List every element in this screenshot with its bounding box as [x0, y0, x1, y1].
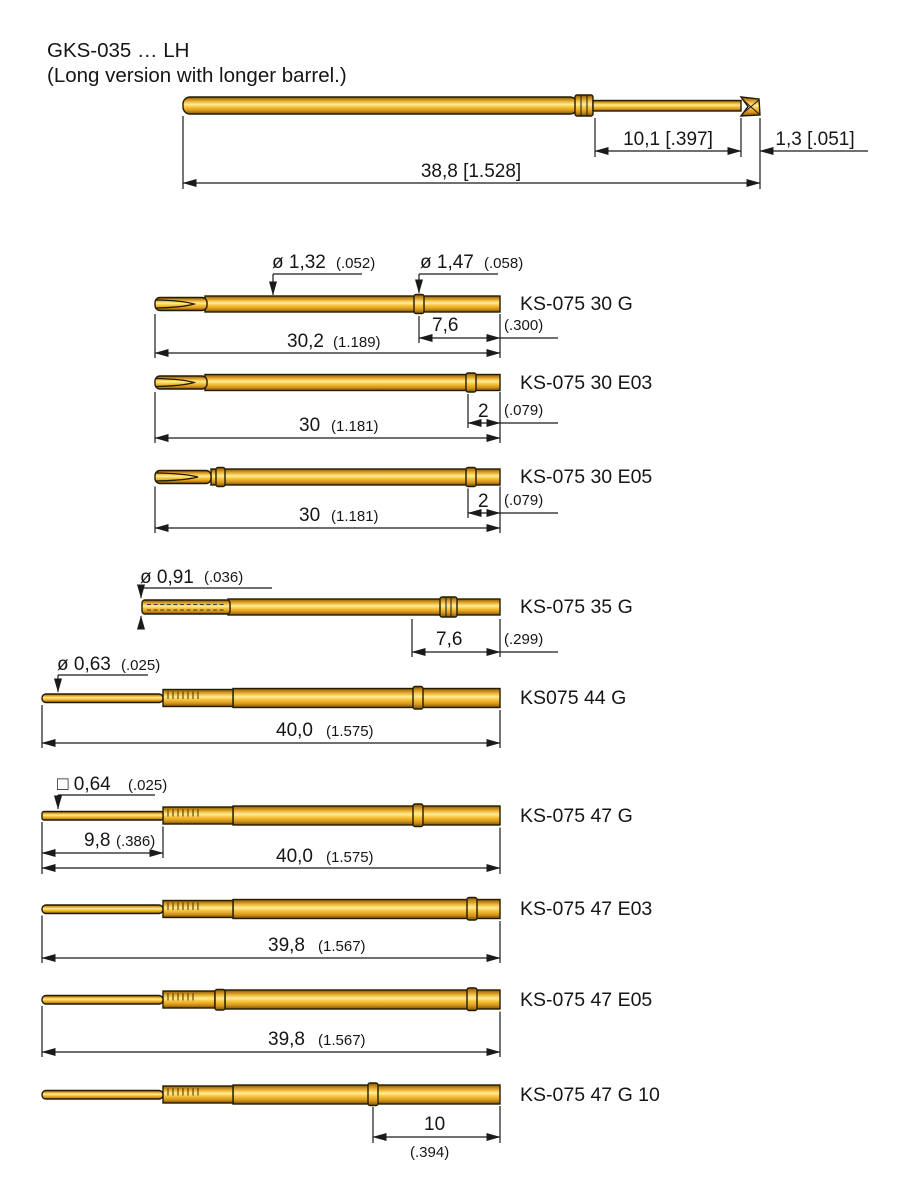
probe-barrel [233, 900, 500, 919]
dim-text-overall-inch: (1.575) [326, 723, 374, 740]
probe-row-ks-075-30-e05 [155, 466, 652, 533]
crimp-ring [467, 898, 477, 921]
probe-label: KS075 44 G [520, 687, 627, 709]
crimp-ring [466, 373, 476, 392]
probe-label: KS-075 47 E05 [520, 989, 653, 1011]
dim-text-tip-length-inch: (.386) [116, 833, 156, 850]
probe-barrel [233, 689, 500, 708]
knurl-ticks [168, 903, 198, 911]
extension-lines [42, 705, 500, 748]
probe-barrel [205, 375, 500, 391]
probe-barrel [233, 806, 500, 825]
callout-dia-tip-inch: (.036) [204, 569, 244, 586]
dim-text-groove-inch: (.079) [504, 402, 544, 419]
probe-plunger [593, 101, 741, 112]
dim-text-tip-length: 7,6 [432, 315, 459, 336]
dim-text-plunger: 10,1 [.397] [623, 129, 713, 150]
dim-text-groove: 2 [478, 491, 489, 512]
probe-tip-wire [42, 1091, 163, 1100]
dim-text-overall: 38,8 [1.528] [420, 161, 522, 182]
dim-text-overall-inch: (1.181) [331, 418, 379, 435]
probe-tip-wire [42, 812, 163, 821]
crimp-ring [413, 687, 423, 710]
callout-dia-ring: ø 1,47 [420, 252, 474, 273]
knurl-ticks [168, 809, 198, 817]
probe-label: KS-075 47 G 10 [520, 1084, 660, 1106]
probe-label: KS-075 47 E03 [520, 898, 653, 920]
crimp-ring [413, 804, 423, 827]
dim-text-overall: 30 [299, 505, 321, 526]
probe-barrel [211, 469, 500, 485]
dim-text-tip-length: 9,8 [84, 830, 111, 851]
probe-barrel [228, 599, 500, 615]
dim-text-overall-inch: (1.181) [331, 508, 379, 525]
page-subtitle: (Long version with longer barrel.) [47, 64, 347, 87]
probe-row-ks075-44-g [42, 654, 626, 748]
knurl-ticks [168, 692, 198, 700]
dim-text-groove: 2 [478, 401, 489, 422]
probe-barrel [183, 97, 577, 114]
probe-row-ks-075-47-g-10 [42, 1083, 660, 1161]
dim-text-overall: 40,0 [276, 720, 313, 741]
dim-text-tip-length-inch: (.299) [504, 631, 544, 648]
dim-text-grip: 10 [424, 1114, 446, 1135]
extension-lines [155, 392, 500, 443]
dim-text-overall-inch: (1.189) [333, 334, 381, 351]
crimp-ring [467, 988, 477, 1011]
dim-text-overall-inch: (1.567) [318, 938, 366, 955]
extension-lines [42, 822, 500, 874]
extension-lines [155, 487, 500, 534]
callout-square-tip: □ 0,64 [57, 774, 111, 795]
probe-row-ks-075-47-g [42, 774, 633, 874]
dim-text-tip: 1,3 [.051] [775, 129, 855, 150]
callout-dia-barrel: ø 1,32 [272, 252, 326, 273]
probe-barrel [205, 296, 500, 312]
callout-dia-tip: ø 0,63 [57, 654, 111, 675]
dim-text-overall-inch: (1.575) [326, 849, 374, 866]
probe-label: KS-075 30 E03 [520, 372, 653, 394]
dim-text-tip-length-inch: (.300) [504, 317, 544, 334]
probe-label: KS-075 30 G [520, 293, 633, 315]
crimp-collar [575, 95, 593, 116]
crimp-ring-front [215, 990, 225, 1011]
probe-tip [155, 298, 207, 311]
probe-tip-wire [42, 905, 163, 914]
dim-text-overall: 39,8 [268, 935, 305, 956]
page-title: GKS-035 … LH [47, 39, 190, 62]
callout-dia-ring-inch: (.058) [484, 255, 524, 272]
callout-dia-tip: ø 0,91 [140, 567, 194, 588]
probe-tip [155, 471, 211, 484]
crimp-ring [414, 295, 424, 314]
probe-row-ks-075-30-g [155, 252, 633, 358]
probe-label: KS-075 35 G [520, 596, 633, 618]
crimp-ring [440, 597, 457, 617]
dim-text-grip-inch: (.394) [410, 1144, 450, 1161]
dim-text-overall: 30,2 [287, 331, 324, 352]
probe-row-ks-075-47-e03 [42, 898, 652, 964]
knurl-section [163, 991, 215, 1008]
gks-035-lh-drawing [183, 95, 868, 189]
probe-row-ks-075-35-g [140, 567, 633, 657]
probe-row-ks-075-30-e03 [155, 372, 652, 443]
callout-dia-barrel-inch: (.052) [336, 255, 376, 272]
probe-tip-wire [42, 694, 163, 703]
callout-square-tip-inch: (.025) [128, 777, 168, 794]
probe-label: KS-075 47 G [520, 805, 633, 827]
dim-text-tip-length: 7,6 [436, 629, 463, 650]
probe-barrel [225, 990, 500, 1009]
dim-text-overall: 40,0 [276, 846, 313, 867]
dim-text-overall: 39,8 [268, 1029, 305, 1050]
probe-row-ks-075-47-e05 [42, 988, 652, 1057]
crimp-ring [368, 1083, 378, 1106]
crimp-ring [466, 468, 476, 487]
dim-text-overall-inch: (1.567) [318, 1032, 366, 1049]
probe-label: KS-075 30 E05 [520, 466, 653, 488]
dim-text-groove-inch: (.079) [504, 492, 544, 509]
crimp-ring-front [216, 468, 225, 487]
probe-barrel [233, 1085, 500, 1104]
callout-dia-tip-inch: (.025) [121, 657, 161, 674]
probe-receptacle-tip [142, 600, 230, 614]
knurl-ticks [168, 1088, 198, 1096]
probe-tip-wire [42, 996, 163, 1005]
dim-text-overall: 30 [299, 415, 321, 436]
probe-tip [155, 376, 207, 389]
